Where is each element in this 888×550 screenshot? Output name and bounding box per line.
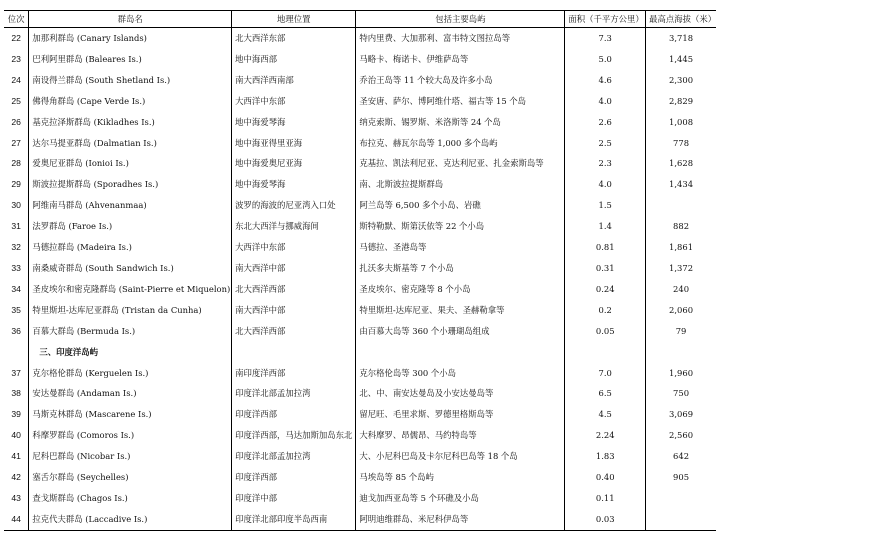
cell-elevation: 3,718 bbox=[646, 28, 716, 49]
table-row bbox=[4, 258, 716, 279]
cell-name: 斯波拉提斯群岛 (Sporadhes Is.) bbox=[29, 174, 232, 195]
cell-area: 2.3 bbox=[565, 153, 646, 174]
cell-islands: 克基拉、凯法利尼亚、克达利尼亚、扎金索斯岛等 bbox=[356, 153, 565, 174]
cell-name: 基克拉泽斯群岛 (Kikladhes Is.) bbox=[29, 112, 232, 133]
cell-rank: 39 bbox=[11, 409, 21, 420]
cell-rank: 23 bbox=[11, 53, 21, 64]
table-row bbox=[4, 404, 716, 425]
cell-elevation: 778 bbox=[646, 133, 716, 154]
cell-area: 0.2 bbox=[565, 300, 646, 321]
cell-name: 科摩罗群岛 (Comoros Is.) bbox=[29, 425, 232, 446]
table-row bbox=[4, 133, 716, 154]
cell-area: 1.4 bbox=[565, 216, 646, 237]
cell-area: 2.5 bbox=[565, 133, 646, 154]
table-row bbox=[4, 112, 716, 133]
cell-name: 马德拉群岛 (Madeira Is.) bbox=[29, 237, 232, 258]
cell-rank: 32 bbox=[11, 242, 21, 253]
cell-name: 塞舌尔群岛 (Seychelles) bbox=[29, 467, 232, 488]
cell-elevation: 905 bbox=[646, 467, 716, 488]
cell-elevation: 1,372 bbox=[646, 258, 716, 279]
cell-islands: 留尼旺、毛里求斯、罗德里格斯岛等 bbox=[356, 404, 565, 425]
cell-location: 北大西洋西部 bbox=[232, 321, 356, 342]
table-body bbox=[4, 28, 716, 531]
cell-area: 0.11 bbox=[565, 488, 646, 509]
cell-elevation: 2,560 bbox=[646, 425, 716, 446]
cell-area: 0.05 bbox=[565, 321, 646, 342]
cell-name: 南设得兰群岛 (South Shetland Is.) bbox=[29, 70, 232, 91]
cell-name: 查戈斯群岛 (Chagos Is.) bbox=[29, 488, 232, 509]
cell-location: 南大西洋西南部 bbox=[232, 70, 356, 91]
cell-rank: 44 bbox=[4, 509, 29, 530]
cell-name: 法罗群岛 (Faroe Is.) bbox=[29, 216, 232, 237]
cell-elevation: 2,060 bbox=[646, 300, 716, 321]
cell-location: 地中海爱琴海 bbox=[232, 112, 356, 133]
cell-location: 东北大西洋与挪威海间 bbox=[232, 216, 356, 237]
cell-islands: 阿明迪维群岛、米尼科伊岛等 bbox=[356, 509, 565, 530]
header-islands: 包括主要岛屿 bbox=[356, 11, 565, 28]
cell-rank: 24 bbox=[11, 74, 21, 85]
cell-name: 阿维南马群岛 (Ahvenanmaa) bbox=[29, 195, 232, 216]
cell-elevation: 750 bbox=[646, 383, 716, 404]
cell-location: 大西洋中东部 bbox=[232, 91, 356, 112]
table-row bbox=[4, 237, 716, 258]
cell-elevation: 2,300 bbox=[646, 70, 716, 91]
cell-islands: 北、中、南安达曼岛及小安达曼岛等 bbox=[356, 383, 565, 404]
cell-rank: 22 bbox=[11, 33, 21, 43]
cell-islands: 阿兰岛等 6,500 多个小岛、岩礁 bbox=[356, 195, 565, 216]
cell-islands: 大科摩罗、昂儒昂、马约特岛等 bbox=[356, 425, 565, 446]
empty-cell bbox=[646, 342, 716, 363]
table-row bbox=[4, 91, 716, 112]
cell-rank: 35 bbox=[11, 304, 21, 315]
cell-area: 7.3 bbox=[565, 28, 646, 49]
cell-rank: 43 bbox=[11, 492, 21, 503]
cell-rank: 25 bbox=[11, 95, 21, 106]
empty-cell bbox=[356, 342, 565, 363]
table-row bbox=[4, 488, 716, 509]
cell-location: 南大西洋中部 bbox=[232, 258, 356, 279]
cell-islands: 马德拉、圣港岛等 bbox=[356, 237, 565, 258]
table-row bbox=[4, 28, 716, 49]
cell-area: 4.0 bbox=[565, 174, 646, 195]
cell-islands: 特里斯坦-达库尼亚、果夫、圣赫勒拿等 bbox=[356, 300, 565, 321]
cell-location: 北大西洋东部 bbox=[232, 28, 356, 49]
cell-location: 印度洋西部，马达加斯加岛东北 bbox=[232, 425, 356, 446]
cell-area: 4.5 bbox=[565, 404, 646, 425]
cell-islands: 圣安唐、萨尔、博阿维什塔、福古等 15 个岛 bbox=[356, 91, 565, 112]
table-row bbox=[4, 195, 716, 216]
table-row bbox=[4, 321, 716, 342]
cell-name: 南桑威奇群岛 (South Sandwich Is.) bbox=[29, 258, 232, 279]
header-name: 群岛名 bbox=[29, 11, 232, 28]
cell-location: 地中海亚得里亚海 bbox=[232, 133, 356, 154]
cell-location: 印度洋北部孟加拉湾 bbox=[232, 383, 356, 404]
cell-islands: 特内里费、大加那利、富韦特文图拉岛等 bbox=[356, 28, 565, 49]
cell-location: 地中海爱奥尼亚海 bbox=[232, 153, 356, 174]
cell-islands: 乔治王岛等 11 个较大岛及许多小岛 bbox=[356, 70, 565, 91]
cell-location: 印度洋北部印度半岛西南 bbox=[232, 509, 356, 530]
cell-rank: 27 bbox=[11, 137, 21, 148]
cell-elevation: 3,069 bbox=[646, 404, 716, 425]
header-rank: 位次 bbox=[4, 11, 29, 28]
cell-islands: 克尔格伦岛等 300 个小岛 bbox=[356, 363, 565, 384]
cell-islands: 纳克索斯、锡罗斯、米洛斯等 24 个岛 bbox=[356, 112, 565, 133]
cell-area: 1.83 bbox=[565, 446, 646, 467]
cell-name: 安达曼群岛 (Andaman Is.) bbox=[29, 383, 232, 404]
cell-islands: 马略卡、梅诺卡、伊维萨岛等 bbox=[356, 49, 565, 70]
empty-cell bbox=[232, 342, 356, 363]
empty-cell bbox=[4, 342, 29, 363]
cell-name: 百慕大群岛 (Bermuda Is.) bbox=[29, 321, 232, 342]
cell-name: 特里斯坦-达库尼亚群岛 (Tristan da Cunha) bbox=[29, 300, 232, 321]
table-row bbox=[4, 300, 716, 321]
table-row bbox=[4, 509, 716, 530]
cell-area: 2.6 bbox=[565, 112, 646, 133]
cell-elevation: 882 bbox=[646, 216, 716, 237]
cell-area: 4.6 bbox=[565, 70, 646, 91]
table-row bbox=[4, 425, 716, 446]
cell-islands: 扎沃多夫斯基等 7 个小岛 bbox=[356, 258, 565, 279]
cell-area: 1.5 bbox=[565, 195, 646, 216]
cell-islands: 由百慕大岛等 360 个小珊瑚岛组成 bbox=[356, 321, 565, 342]
cell-rank: 37 bbox=[11, 367, 21, 378]
cell-rank: 28 bbox=[11, 158, 21, 169]
cell-location: 印度洋西部 bbox=[232, 404, 356, 425]
island-table bbox=[4, 10, 716, 531]
header-row bbox=[4, 11, 716, 28]
table-row bbox=[4, 70, 716, 91]
cell-rank: 33 bbox=[11, 262, 21, 273]
cell-rank: 26 bbox=[11, 116, 21, 127]
cell-name: 巴利阿里群岛 (Baleares Is.) bbox=[29, 49, 232, 70]
cell-elevation bbox=[646, 195, 716, 216]
table-row bbox=[4, 446, 716, 467]
cell-islands: 南、北斯波拉提斯群岛 bbox=[356, 174, 565, 195]
cell-rank: 40 bbox=[11, 430, 21, 441]
cell-location: 大西洋中东部 bbox=[232, 237, 356, 258]
cell-elevation: 1,960 bbox=[646, 363, 716, 384]
table-row bbox=[4, 153, 716, 174]
cell-elevation: 79 bbox=[646, 321, 716, 342]
table-row bbox=[4, 363, 716, 384]
cell-area: 6.5 bbox=[565, 383, 646, 404]
empty-cell bbox=[565, 342, 646, 363]
cell-elevation: 1,434 bbox=[646, 174, 716, 195]
cell-elevation: 240 bbox=[646, 279, 716, 300]
cell-rank: 41 bbox=[11, 451, 21, 462]
cell-area: 0.40 bbox=[565, 467, 646, 488]
cell-islands: 布拉克、赫瓦尔岛等 1,000 多个岛屿 bbox=[356, 133, 565, 154]
cell-rank: 34 bbox=[11, 283, 21, 294]
cell-elevation: 1,861 bbox=[646, 237, 716, 258]
table-row bbox=[4, 279, 716, 300]
cell-rank: 30 bbox=[11, 200, 21, 211]
cell-islands: 马埃岛等 85 个岛屿 bbox=[356, 467, 565, 488]
cell-area: 4.0 bbox=[565, 91, 646, 112]
cell-area: 7.0 bbox=[565, 363, 646, 384]
cell-location: 印度洋西部 bbox=[232, 467, 356, 488]
cell-rank: 31 bbox=[11, 221, 21, 232]
cell-elevation: 1,628 bbox=[646, 153, 716, 174]
table-row bbox=[4, 383, 716, 404]
header-location: 地理位置 bbox=[232, 11, 356, 28]
cell-location: 地中海西部 bbox=[232, 49, 356, 70]
cell-area: 0.81 bbox=[565, 237, 646, 258]
table-row bbox=[4, 174, 716, 195]
cell-rank: 38 bbox=[11, 388, 21, 399]
cell-area: 0.31 bbox=[565, 258, 646, 279]
cell-elevation: 1,445 bbox=[646, 49, 716, 70]
cell-elevation: 1,008 bbox=[646, 112, 716, 133]
cell-elevation: 2,829 bbox=[646, 91, 716, 112]
table-row bbox=[4, 216, 716, 237]
cell-location: 波罗的海波的尼亚湾入口处 bbox=[232, 195, 356, 216]
cell-elevation: 642 bbox=[646, 446, 716, 467]
cell-islands: 大、小尼科巴岛及卡尔尼科巴岛等 18 个岛 bbox=[356, 446, 565, 467]
cell-rank: 36 bbox=[11, 325, 21, 336]
table-row bbox=[4, 49, 716, 70]
cell-name: 佛得角群岛 (Cape Verde Is.) bbox=[29, 91, 232, 112]
cell-name: 尼科巴群岛 (Nicobar Is.) bbox=[29, 446, 232, 467]
cell-name: 爱奥尼亚群岛 (Ionioi Is.) bbox=[29, 153, 232, 174]
cell-area: 0.24 bbox=[565, 279, 646, 300]
island-table-sheet bbox=[4, 10, 716, 531]
cell-location: 印度洋北部孟加拉湾 bbox=[232, 446, 356, 467]
cell-rank: 42 bbox=[11, 472, 21, 483]
cell-area: 0.03 bbox=[565, 509, 646, 530]
cell-elevation bbox=[646, 488, 716, 509]
table-row bbox=[4, 467, 716, 488]
cell-name: 加那利群岛 (Canary Islands) bbox=[29, 28, 232, 49]
cell-area: 5.0 bbox=[565, 49, 646, 70]
cell-islands: 斯特勒默、斯第沃依等 22 个小岛 bbox=[356, 216, 565, 237]
cell-location: 北大西洋西部 bbox=[232, 279, 356, 300]
cell-islands: 迪戈加西亚岛等 5 个环礁及小岛 bbox=[356, 488, 565, 509]
cell-name: 马斯克林群岛 (Mascarene Is.) bbox=[29, 404, 232, 425]
cell-location: 南印度洋西部 bbox=[232, 363, 356, 384]
cell-location: 印度洋中部 bbox=[232, 488, 356, 509]
header-elevation: 最高点海拔（米） bbox=[646, 11, 716, 28]
cell-area: 2.24 bbox=[565, 425, 646, 446]
section-row bbox=[4, 342, 716, 363]
cell-name: 圣皮埃尔和密克隆群岛 (Saint-Pierre et Miquelon) bbox=[29, 279, 232, 300]
cell-islands: 圣皮埃尔、密克隆等 8 个小岛 bbox=[356, 279, 565, 300]
cell-elevation bbox=[646, 509, 716, 530]
cell-name: 克尔格伦群岛 (Kerguelen Is.) bbox=[29, 363, 232, 384]
cell-name: 达尔马提亚群岛 (Dalmatian Is.) bbox=[29, 133, 232, 154]
cell-rank: 29 bbox=[11, 179, 21, 190]
cell-location: 地中海爱琴海 bbox=[232, 174, 356, 195]
section-title: 三、印度洋岛屿 bbox=[29, 342, 232, 363]
cell-name: 拉克代夫群岛 (Laccadive Is.) bbox=[29, 509, 232, 530]
cell-location: 南大西洋中部 bbox=[232, 300, 356, 321]
header-area: 面积（千平方公里） bbox=[565, 11, 646, 28]
